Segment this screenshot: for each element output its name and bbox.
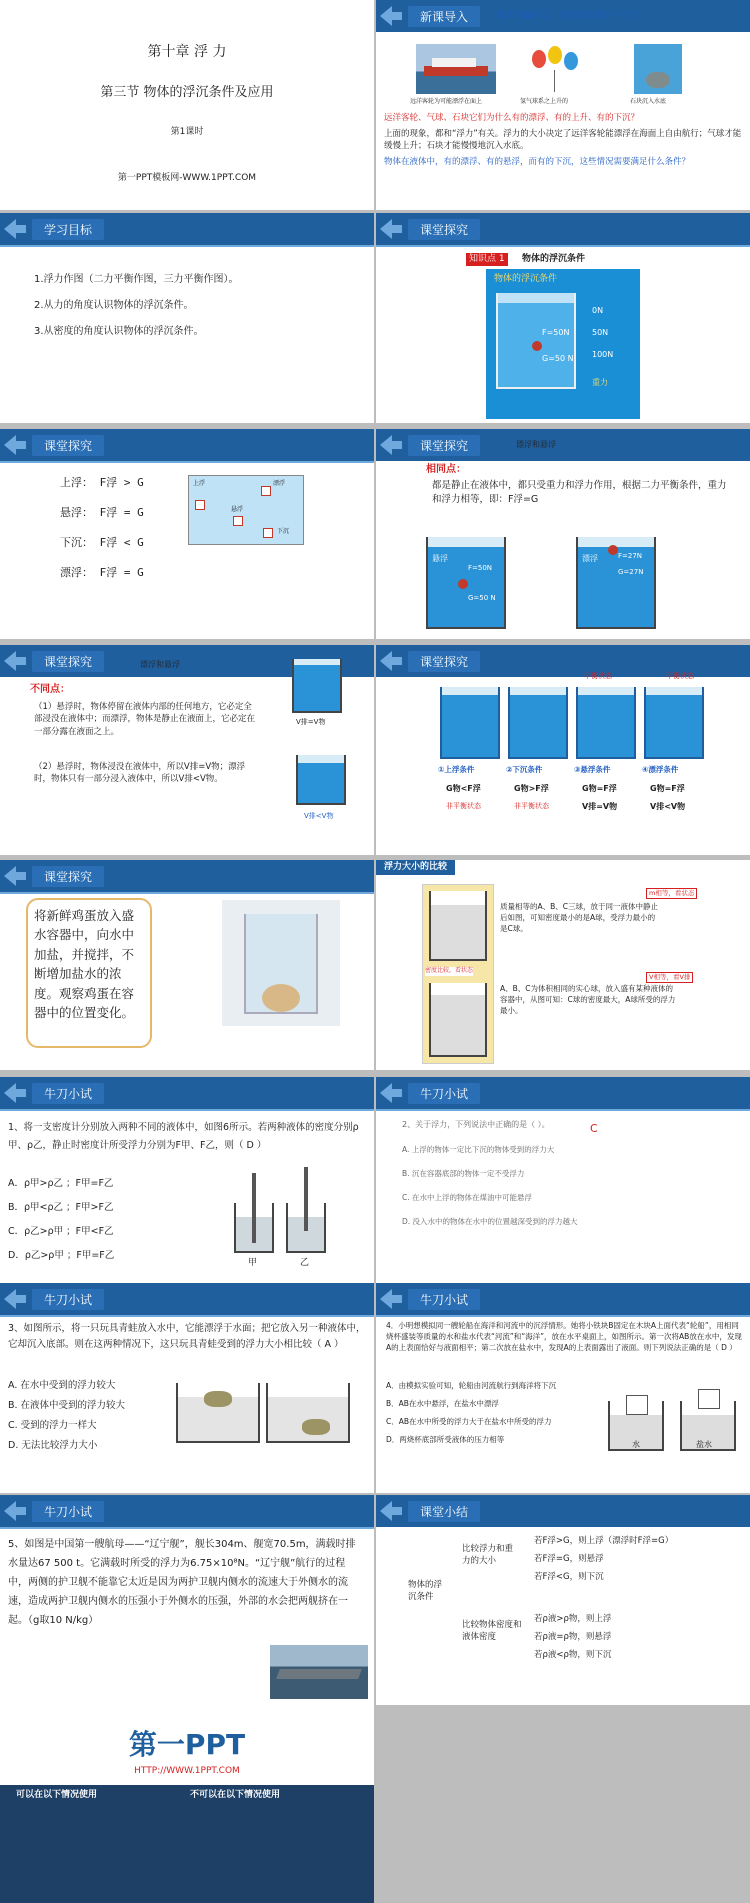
- slide-header: [376, 1283, 750, 1315]
- slide-four-states: [0, 429, 374, 639]
- brand-logo: 第一PPT: [128, 1728, 246, 1761]
- intro-question: 远洋客轮、气球、石块它们为什么有的漂浮、有的上升、有的下沉？: [384, 113, 640, 123]
- slide-title-label: 课堂探究: [32, 866, 104, 887]
- slide-title-label: 课堂探究: [408, 435, 480, 456]
- question-1: 质量相等的A、B、C三球，放于同一液体中静止后如图，可知密度最小的是A球，受浮力最小的是C球。: [500, 902, 659, 933]
- rule-sink: 下沉： F浮 < G: [60, 536, 144, 549]
- slide-title-label: 课堂探究: [408, 219, 480, 240]
- slide-summary: [376, 1495, 750, 1705]
- summary-leaf-6: 若ρ液<ρ物，则下沉: [534, 1650, 612, 1660]
- slide-header: [376, 1077, 750, 1109]
- summary-root: 物体的浮沉条件: [408, 1580, 443, 1603]
- option-a: A. 上浮的物体一定比下沉的物体受到的浮力大: [402, 1145, 555, 1154]
- force-label: F=27N: [618, 552, 643, 560]
- slide-title-label: 牛刀小试: [32, 1289, 104, 1310]
- quiz-question: 5、如图是中国第一艘航母——“辽宁舰”，舰长304m、舰宽70.5m，满载时排水量达67 500 t。它满载时所受的浮力为6.75×10⁸N。“辽宁舰”航行的过程中，两侧的护卫舰不能靠它太近是因为两护卫舰内侧水的流速大于外侧水的流速，造成两护卫舰内侧水的压强小于外侧水的压强，外部的水会把两舰挤在一起。（g取10 N/kg）: [8, 1539, 356, 1626]
- slide-header: [0, 1495, 374, 1527]
- slide-title-label: 牛刀小试: [408, 1289, 480, 1310]
- beaker-label: 漂浮: [582, 554, 598, 563]
- beaker-suspend: [292, 659, 342, 713]
- slide-header: [0, 1283, 374, 1315]
- summary-branch-density: 比较物体密度和液体密度: [462, 1620, 522, 1643]
- slide-ad: [0, 1705, 374, 1903]
- slide-quiz-5: [0, 1495, 374, 1705]
- knowledge-tag: 知识点 1: [466, 253, 508, 266]
- gravity-label: G=50 N: [468, 594, 496, 602]
- slide-title-label: 课堂探究: [32, 435, 104, 456]
- lesson-label: 第1课时: [170, 127, 204, 137]
- gravity-label: G=27N: [618, 568, 644, 576]
- beaker-label: 悬浮: [432, 554, 448, 563]
- slide-header: [376, 213, 750, 245]
- eq-sink: G物>F浮: [514, 784, 549, 793]
- arrow-icon: [4, 1289, 26, 1309]
- rule-rise: 上浮： F浮 > G: [60, 476, 144, 489]
- option-d: D. 没入水中的物体在水中的位置越深受到的浮力越大: [402, 1217, 578, 1226]
- scale-100: 100N: [592, 350, 614, 359]
- option-a: A．ρ甲>ρ乙 ；F甲=F乙: [8, 1178, 114, 1189]
- cond-rise: ①上浮条件: [438, 765, 475, 774]
- ship-image: [416, 44, 496, 94]
- slide-condition: [376, 213, 750, 423]
- non-balance-1: 非平衡状态: [446, 802, 481, 810]
- slide-header: [376, 1495, 750, 1527]
- balance-label-1: 平衡状态: [584, 672, 612, 680]
- arrow-icon: [4, 866, 26, 886]
- intro-question-2: 物体在液体中，有的漂浮、有的悬浮，而有的下沉，这些情况需要满足什么条件？: [384, 157, 691, 167]
- quiz-question: 4．小明想模拟同一艘轮船在海洋和河流中的沉浮情形。她将小铁块B固定在木块A上面代表“轮船”，用相同烧杯盛装等质量的水和盐水代表“河流”和“海洋”，放在水平桌面上，如图所示。第一次将AB放在水中，发现A的上表面恰好与液面相平；第二次放在盐水中，发现A的上表面露出了液面。则下列说法正确的是（ D ）: [386, 1321, 742, 1352]
- arrow-icon: [4, 1501, 26, 1521]
- gravity-label: G=50 N: [542, 354, 574, 363]
- volume-note: V相等，看V排: [646, 972, 693, 983]
- stone-image: [634, 44, 682, 94]
- arrow-icon: [380, 219, 402, 239]
- option-b: B. 在液体中受到的浮力较大: [8, 1400, 126, 1411]
- stone-caption: 石块沉入水底: [630, 98, 667, 105]
- states-figure: [188, 475, 304, 545]
- gravity-word: 重力: [592, 378, 608, 387]
- arrow-icon: [380, 6, 402, 26]
- option-d: D．ρ乙>ρ甲 ；F甲=F乙: [8, 1250, 115, 1261]
- balloon-caption: 氢气球系之上升的: [520, 98, 569, 105]
- eq-rise: G物<F浮: [446, 784, 481, 793]
- question-2: A、B、C为体积相同的实心球，放入盛有某种液体的容器中，从图可知：C球的密度最大，A球所受的浮力最小。: [500, 984, 676, 1015]
- cond-float: ④漂浮条件: [642, 765, 679, 774]
- slide-title-label: 课堂探究: [32, 651, 104, 672]
- state-float: 漂浮: [273, 480, 286, 487]
- ship-caption: 远洋客轮为可能漂浮在面上: [410, 98, 483, 105]
- diff-point-1: （1）悬浮时，物体停留在液体内部的任何地方，它必定全部浸没在液体中；而漂浮，物体是静止在液面上，它必定在一部分露在液面之上。: [34, 702, 256, 737]
- section-title: 第三节 物体的浮沉条件及应用: [100, 85, 274, 100]
- same-text: 都是静止在液体中，都只受重力和浮力作用，根据二力平衡条件，重力和浮力相等，即：F浮=G: [432, 480, 727, 505]
- beaker-float: [576, 537, 656, 629]
- slide-title-label: 学习目标: [32, 219, 104, 240]
- subtitle: 漂浮和悬浮: [140, 660, 180, 669]
- frog-beaker-2: [266, 1383, 350, 1443]
- scale-50: 50N: [592, 328, 609, 337]
- arrow-icon: [380, 1083, 402, 1103]
- balance-label-2: 平衡状态: [666, 672, 694, 680]
- slide-title-label: 牛刀小试: [408, 1083, 480, 1104]
- slide-quiz-4: [376, 1283, 750, 1493]
- slide-different: [0, 645, 374, 855]
- slide-header: [0, 860, 374, 892]
- salt-label: 盐水: [696, 1440, 712, 1449]
- slide-quiz-3: [0, 1283, 374, 1493]
- condition-figure: [486, 269, 640, 419]
- slide-title: [0, 0, 374, 210]
- cannot-use-label: 不可以在以下情况使用: [190, 1790, 281, 1800]
- option-c: C．AB在水中所受的浮力大于在盐水中所受的浮力: [386, 1417, 552, 1426]
- cond-sink: ②下沉条件: [506, 765, 543, 774]
- arrow-icon: [380, 1289, 402, 1309]
- label-yi: 乙: [300, 1258, 310, 1268]
- summary-leaf-4: 若ρ液>ρ物，则上浮: [534, 1614, 612, 1624]
- balloons-image: [526, 44, 586, 94]
- egg-beaker-photo: [222, 900, 340, 1026]
- arrow-icon: [380, 435, 402, 455]
- figure-title: 物体的浮沉条件: [494, 274, 558, 284]
- slide-header: [0, 429, 374, 461]
- option-c: C. 受到的浮力一样大: [8, 1420, 97, 1431]
- intro-prompt: 观察下面图片，看它们有哪些不同？: [496, 11, 641, 21]
- quiz-answer: C: [590, 1122, 598, 1135]
- option-c: C. 在水中上浮的物体在煤油中可能悬浮: [402, 1193, 533, 1202]
- summary-branch-force: 比较浮力和重力的大小: [462, 1544, 514, 1567]
- arrow-icon: [380, 651, 402, 671]
- mass-note: m相等，看状态: [646, 888, 697, 899]
- knowledge-heading: 物体的浮沉条件: [522, 254, 586, 264]
- arrow-icon: [4, 1083, 26, 1103]
- beaker-suspend: [426, 537, 506, 629]
- slide-quiz-1: [0, 1077, 374, 1287]
- slide-four-conditions: [376, 645, 750, 855]
- frog-beaker-1: [176, 1383, 260, 1443]
- same-heading: 相同点：: [426, 464, 466, 475]
- quiz-question: 2、关于浮力，下列说法中正确的是（ ）。: [402, 1120, 550, 1129]
- summary-leaf-2: 若F浮=G，则悬浮: [534, 1554, 604, 1564]
- rule-float: 漂浮： F浮 = G: [60, 566, 144, 579]
- egg-instructions: 将新鲜鸡蛋放入盛水容器中，向水中加盐，并搅拌，不断增加盐水的浓度。观察鸡蛋在容器中的位置变化。: [26, 898, 152, 1048]
- slide-title-label: 课堂小结: [408, 1501, 480, 1522]
- state-suspend: 悬浮: [231, 506, 244, 513]
- option-d: D．两烧杯底部所受液体的压力相等: [386, 1435, 505, 1444]
- can-use-label: 可以在以下情况使用: [16, 1790, 98, 1800]
- chapter-title: 第十章 浮 力: [147, 44, 227, 60]
- arrow-icon: [380, 1501, 402, 1521]
- slide-header: [0, 1077, 374, 1109]
- option-d: D. 无法比较浮力大小: [8, 1440, 98, 1451]
- slide-title-label: 浮力大小的比较: [376, 860, 455, 875]
- eq-suspend: G物=F浮: [582, 784, 617, 793]
- brand-url: HTTP://WWW.1PPT.COM: [134, 1766, 240, 1776]
- goal-1: 1.浮力作图（二力平衡作图，三力平衡作图）。: [34, 274, 239, 285]
- quiz-question: 3、如图所示，将一只玩具青蛙放入水中，它能漂浮于水面；把它放入另一种液体中，它却沉入底部。则在这两种情况下，这只玩具青蛙受到的浮力大小相比较（ A ）: [8, 1323, 366, 1351]
- arrow-icon: [4, 435, 26, 455]
- quiz-question: 1、将一支密度计分别放入两种不同的液体中，如图6所示。若两种液体的密度分别ρ甲、ρ乙，静止时密度计所受浮力分别为F甲、F乙，则（ D ）: [8, 1122, 359, 1152]
- slide-header: [376, 860, 750, 874]
- force-label: F=50N: [468, 564, 493, 572]
- state-sink: 下沉: [277, 528, 290, 535]
- slide-same: [376, 429, 750, 639]
- diff-heading: 不同点：: [30, 684, 70, 695]
- carrier-photo: [270, 1645, 368, 1699]
- slide-goals: [0, 213, 374, 423]
- slide-title-label: 牛刀小试: [32, 1083, 104, 1104]
- rule-suspend: 悬浮： F浮 = G: [60, 506, 144, 519]
- summary-leaf-3: 若F浮<G，则下沉: [534, 1572, 604, 1582]
- intro-paragraph: 上面的现象，都和“浮力”有关。浮力的大小决定了远洋客轮能漂浮在海面上自由航行；气球才能缓慢上升；石块才能慢慢地沉入水底。: [384, 129, 742, 152]
- slide-header: [376, 429, 750, 461]
- caption-suspend: V排=V物: [296, 718, 326, 726]
- slide-egg: [0, 860, 374, 1070]
- site-label: 第一PPT模板网-WWW.1PPT.COM: [117, 173, 257, 183]
- balls-panel: [422, 884, 494, 1064]
- arrow-icon: [4, 219, 26, 239]
- state-rise: 上浮: [193, 480, 206, 487]
- density-note: 密度比较，看状态: [425, 967, 474, 974]
- label-jia: 甲: [248, 1258, 258, 1268]
- non-balance-2: 非平衡状态: [514, 802, 549, 810]
- option-b: B．AB在水中悬浮，在盐水中漂浮: [386, 1399, 499, 1408]
- force-label: F=50N: [542, 328, 570, 337]
- beaker-float: [296, 755, 346, 805]
- water-label: 水: [632, 1440, 640, 1449]
- slide-title-label: 课堂探究: [408, 651, 480, 672]
- option-c: C．ρ乙>ρ甲 ；F甲<F乙: [8, 1226, 114, 1237]
- arrow-icon: [4, 651, 26, 671]
- option-b: B．ρ甲<ρ乙 ；F甲>F乙: [8, 1202, 114, 1213]
- option-a: A. 在水中受到的浮力较大: [8, 1380, 116, 1391]
- scale-0: 0N: [592, 306, 604, 315]
- caption-float: V排<V物: [304, 812, 334, 820]
- v-float: V排<V物: [650, 802, 686, 811]
- slide-title-label: 牛刀小试: [32, 1501, 104, 1522]
- goal-3: 3.从密度的角度认识物体的浮沉条件。: [34, 326, 204, 337]
- slide-header: [0, 213, 374, 245]
- option-a: A．由模拟实验可知，轮船由河流航行到海洋将下沉: [386, 1381, 557, 1390]
- slide-quiz-2: [376, 1077, 750, 1287]
- diff-point-2: （2）悬浮时，物体浸没在液体中，所以V排=V物；漂浮时，物体只有一部分浸入液体中，所以V排<V物。: [34, 762, 246, 785]
- option-b: B. 沉在容器底部的物体一定不受浮力: [402, 1169, 525, 1178]
- goal-2: 2.从力的角度认识物体的浮沉条件。: [34, 300, 194, 311]
- subtitle: 漂浮和悬浮: [516, 440, 556, 449]
- eq-float: G物=F浮: [650, 784, 685, 793]
- summary-leaf-5: 若ρ液=ρ物，则悬浮: [534, 1632, 612, 1642]
- cond-suspend: ③悬浮条件: [574, 765, 611, 774]
- summary-leaf-1: 若F浮>G，则上浮（漂浮时F浮=G）: [534, 1536, 674, 1546]
- slide-intro: [376, 0, 750, 210]
- slide-title-label: 新课导入: [408, 6, 480, 27]
- v-suspend: V排=V物: [582, 802, 618, 811]
- slide-compare: [376, 860, 750, 1070]
